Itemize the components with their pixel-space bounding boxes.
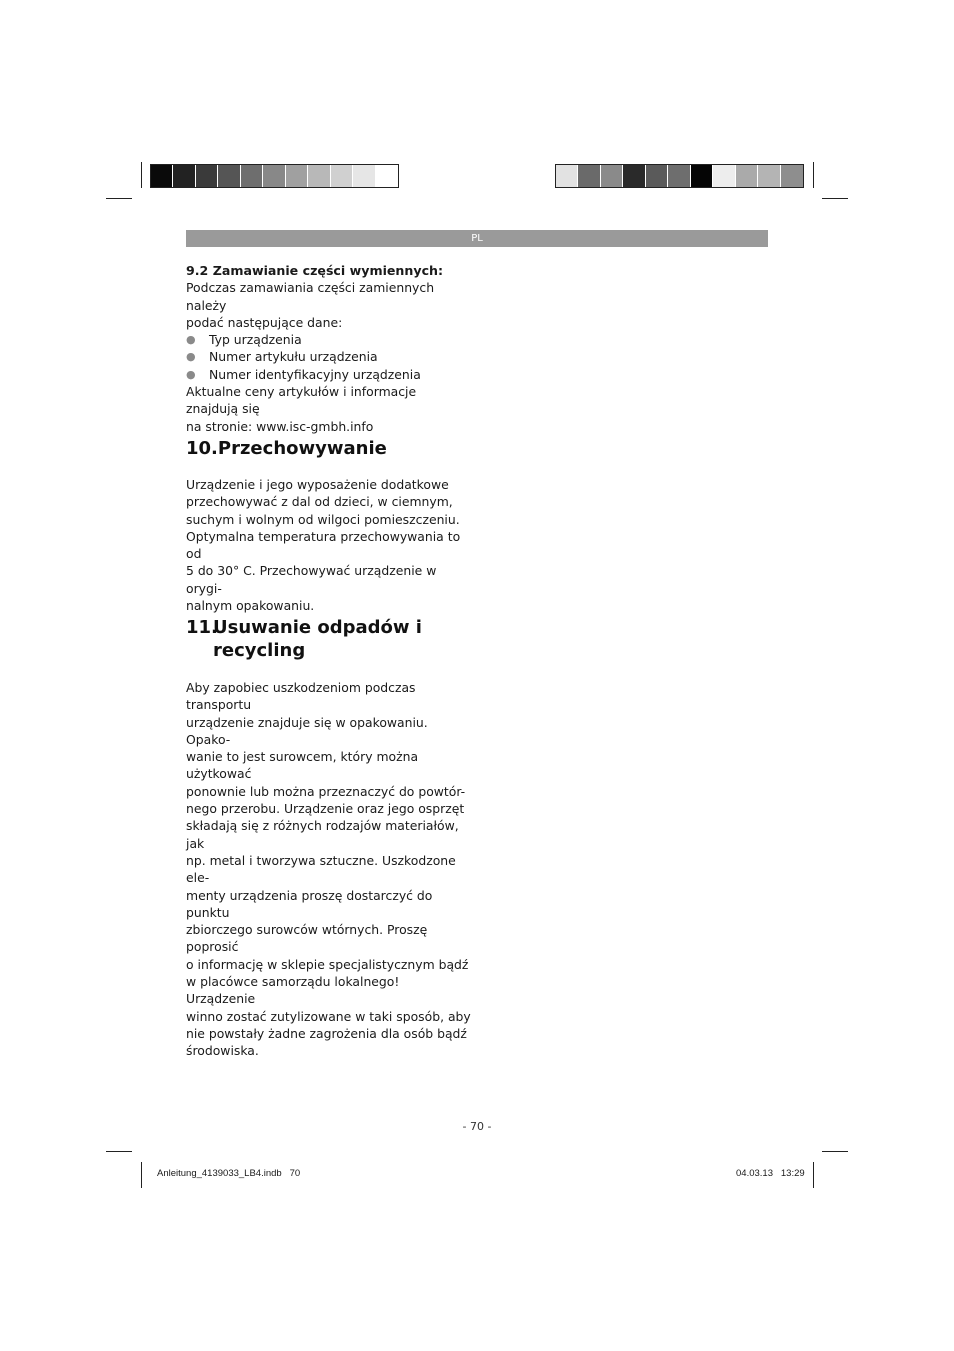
paragraph-line: wanie to jest surowcem, który można użytkować [186, 749, 419, 782]
section-11-body [186, 679, 471, 1060]
crop-mark [141, 162, 142, 188]
paragraph-line: menty urządzenia proszę dostarczyć do punktu [186, 887, 433, 920]
crop-mark [106, 198, 132, 199]
footer-file-name: Anleitung_4139033_LB4.indb 70 [157, 1168, 301, 1179]
color-swatch [286, 165, 308, 187]
crop-mark [813, 162, 814, 188]
crop-mark [141, 1162, 142, 1188]
paragraph-line: środowiska. [186, 1043, 259, 1059]
color-swatch [173, 165, 195, 187]
color-calibration-bar-left [150, 164, 399, 188]
color-swatch [601, 165, 623, 187]
crop-mark [822, 198, 848, 199]
crop-mark [106, 1151, 132, 1152]
section-title-text: recycling [213, 640, 306, 661]
color-swatch [353, 165, 375, 187]
color-calibration-bar-right [555, 164, 804, 188]
color-swatch [218, 165, 240, 187]
page-number: - 70 - [462, 1120, 492, 1133]
color-swatch [196, 165, 218, 187]
color-swatch [556, 165, 578, 187]
color-swatch [758, 165, 780, 187]
section-number: 10. [186, 438, 218, 459]
section-title-text: Usuwanie odpadów i [213, 617, 422, 638]
color-swatch [578, 165, 600, 187]
color-swatch [736, 165, 758, 187]
section-11-title [186, 616, 486, 662]
intro-line: Podczas zamawiania części zamiennych należy [186, 280, 435, 313]
paragraph-line: przechowywać z dal od dzieci, w ciemnym, [186, 494, 453, 510]
paragraph-line: 5 do 30° C. Przechowywać urządzenie w orygi- [186, 563, 437, 596]
color-swatch [308, 165, 330, 187]
color-swatch [241, 165, 263, 187]
paragraph-line: urządzenie znajduje się w opakowaniu. Opako- [186, 714, 428, 747]
bullet-icon: ● [186, 333, 196, 347]
paragraph-line: ponownie lub można przeznaczyć do powtór- [186, 783, 466, 799]
paragraph-line: nalnym opakowaniu. [186, 598, 315, 614]
language-header-bar [186, 230, 768, 247]
paragraph-line: np. metal i tworzywa sztuczne. Uszkodzone ele- [186, 852, 456, 886]
paragraph-line: o informację w sklepie specjalistycznym bądź [186, 956, 469, 972]
paragraph-line: Optymalna temperatura przechowywania to od [186, 528, 461, 562]
paragraph-line: składają się z różnych rodzajów materiałów, jak [186, 818, 459, 851]
color-swatch [646, 165, 668, 187]
color-swatch [331, 165, 353, 187]
color-swatch [668, 165, 690, 187]
intro-line: podać następujące dane: [186, 314, 343, 330]
section-title-text: Przechowywanie [217, 438, 387, 459]
color-swatch [781, 165, 803, 187]
section-10-title [186, 437, 387, 460]
paragraph-line: suchym i wolnym od wilgoci pomieszczeniu. [186, 511, 460, 527]
color-swatch [263, 165, 285, 187]
paragraph-line: Aby zapobiec uszkodzeniom podczas transportu [186, 680, 416, 713]
list-item: ● Typ urządzenia [186, 332, 302, 348]
language-label: PL [471, 233, 483, 244]
color-swatch [691, 165, 713, 187]
list-item: ● Numer identyfikacyjny urządzenia [186, 366, 421, 382]
footer-date: 04.03.13 13:29 [736, 1168, 805, 1179]
paragraph-line: zbiorczego surowców wtórnych. Proszę poprosić [186, 922, 428, 955]
section-10-body [186, 476, 471, 614]
outro-line: na stronie: www.isc-gmbh.info [186, 418, 374, 434]
paragraph-line: nego przerobu. Urządzenie oraz jego osprzęt [186, 801, 465, 817]
color-swatch [376, 165, 398, 187]
paragraph-line: Urządzenie i jego wyposażenie dodatkowe [186, 477, 449, 492]
crop-mark [813, 1162, 814, 1188]
color-swatch [713, 165, 735, 187]
required-data-list [186, 331, 471, 383]
paragraph-line: w placówce samorządu lokalnego! Urządzenie [186, 974, 400, 1007]
bullet-icon: ● [186, 367, 196, 381]
color-swatch [623, 165, 645, 187]
list-item: ● Numer artykułu urządzenia [186, 349, 378, 365]
color-swatch [151, 165, 173, 187]
bullet-icon: ● [186, 350, 196, 364]
section-9-2 [186, 262, 471, 435]
outro-line: Aktualne ceny artykułów i informacje znajdują się [186, 384, 417, 417]
crop-mark [822, 1151, 848, 1152]
paragraph-line: winno zostać zutylizowane w taki sposób, aby [186, 1008, 471, 1024]
section-9-2-heading: 9.2 Zamawianie części wymiennych: [186, 263, 444, 278]
paragraph-line: nie powstały żadne zagrożenia dla osób bądź [186, 1025, 467, 1041]
section-number: 11. [186, 617, 218, 638]
